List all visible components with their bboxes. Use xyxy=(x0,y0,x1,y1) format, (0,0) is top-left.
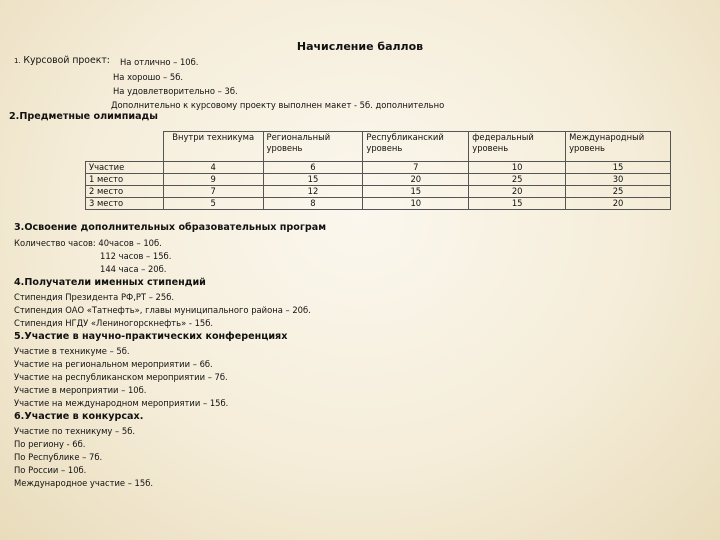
table-cell: 10 xyxy=(469,162,566,174)
column-header: Региональный уровень xyxy=(263,132,363,162)
section-5-line: Участие в мероприятии – 10б. xyxy=(14,385,147,395)
section-5-line: Участие на республиканском мероприятии – 7б. xyxy=(14,372,228,382)
table-row xyxy=(86,174,671,186)
table-cell: 7 xyxy=(363,162,469,174)
section-6-line: По Республике – 7б. xyxy=(14,452,103,462)
column-header: федеральный уровень xyxy=(469,132,566,162)
column-header: Внутри техникума xyxy=(163,132,263,162)
section-6-line: По региону - 6б. xyxy=(14,439,86,449)
section-1-line: Дополнительно к курсовому проекту выполнен макет - 5б. дополнительно xyxy=(111,100,445,110)
section-3-line: Количество часов: 40часов – 10б. xyxy=(14,238,162,248)
olympiad-table xyxy=(85,131,671,210)
table-cell: 15 xyxy=(566,162,671,174)
table-cell: 15 xyxy=(263,174,363,186)
table-corner-cell xyxy=(86,132,164,162)
section-5-heading: 5.Участие в научно-практических конференциях xyxy=(14,331,288,342)
table-row xyxy=(86,162,671,174)
section-1-label: Курсовой проект: xyxy=(23,55,110,66)
section-4-heading: 4.Получатели именных стипендий xyxy=(14,277,206,288)
table-cell: 20 xyxy=(363,174,469,186)
table-cell: 15 xyxy=(469,198,566,210)
table-cell: 7 xyxy=(163,186,263,198)
section-6-line: По России – 10б. xyxy=(14,465,87,475)
section-1-line: На удовлетворительно – 3б. xyxy=(113,86,238,96)
table-cell: 4 xyxy=(163,162,263,174)
table-cell: 30 xyxy=(566,174,671,186)
section-3-heading: 3.Освоение дополнительных образовательных програм xyxy=(14,222,327,233)
row-label: Участие xyxy=(86,162,164,174)
section-1-heading xyxy=(14,55,110,66)
section-1-line: На отлично – 10б. xyxy=(120,57,199,67)
table-cell: 10 xyxy=(363,198,469,210)
section-4-line: Стипендия Президента РФ,РТ – 25б. xyxy=(14,292,175,302)
table-cell: 15 xyxy=(363,186,469,198)
table-row xyxy=(86,186,671,198)
table-cell: 25 xyxy=(469,174,566,186)
section-1-number: 1. xyxy=(14,57,21,65)
table-cell: 20 xyxy=(469,186,566,198)
table-row xyxy=(86,198,671,210)
section-4-line: Стипендия НГДУ «Лениногорскнефть» - 15б. xyxy=(14,318,214,328)
column-header: Международный уровень xyxy=(566,132,671,162)
table-cell: 12 xyxy=(263,186,363,198)
section-5-line: Участие на региональном мероприятии – 6б. xyxy=(14,359,213,369)
table-cell: 6 xyxy=(263,162,363,174)
section-5-line: Участие в техникуме – 5б. xyxy=(14,346,130,356)
section-2-heading: 2.Предметные олимпиады xyxy=(9,111,158,122)
table-header-row xyxy=(86,132,671,162)
table-cell: 5 xyxy=(163,198,263,210)
section-1-line: На хорошо – 5б. xyxy=(113,72,184,82)
section-3-line: 144 часа – 20б. xyxy=(100,264,167,274)
section-6-line: Участие по техникуму – 5б. xyxy=(14,426,136,436)
section-6-heading: 6.Участие в конкурсах. xyxy=(14,411,144,422)
table-cell: 20 xyxy=(566,198,671,210)
table-cell: 9 xyxy=(163,174,263,186)
table-cell: 25 xyxy=(566,186,671,198)
column-header: Республиканский уровень xyxy=(363,132,469,162)
section-5-line: Участие на международном мероприятии – 15б. xyxy=(14,398,229,408)
section-6-line: Международное участие – 15б. xyxy=(14,478,154,488)
section-4-line: Стипендия ОАО «Татнефть», главы муниципального района – 20б. xyxy=(14,305,311,315)
section-3-line: 112 часов – 15б. xyxy=(100,251,172,261)
table-cell: 8 xyxy=(263,198,363,210)
page-title: Начисление баллов xyxy=(296,40,424,53)
row-label: 1 место xyxy=(86,174,164,186)
row-label: 2 место xyxy=(86,186,164,198)
row-label: 3 место xyxy=(86,198,164,210)
